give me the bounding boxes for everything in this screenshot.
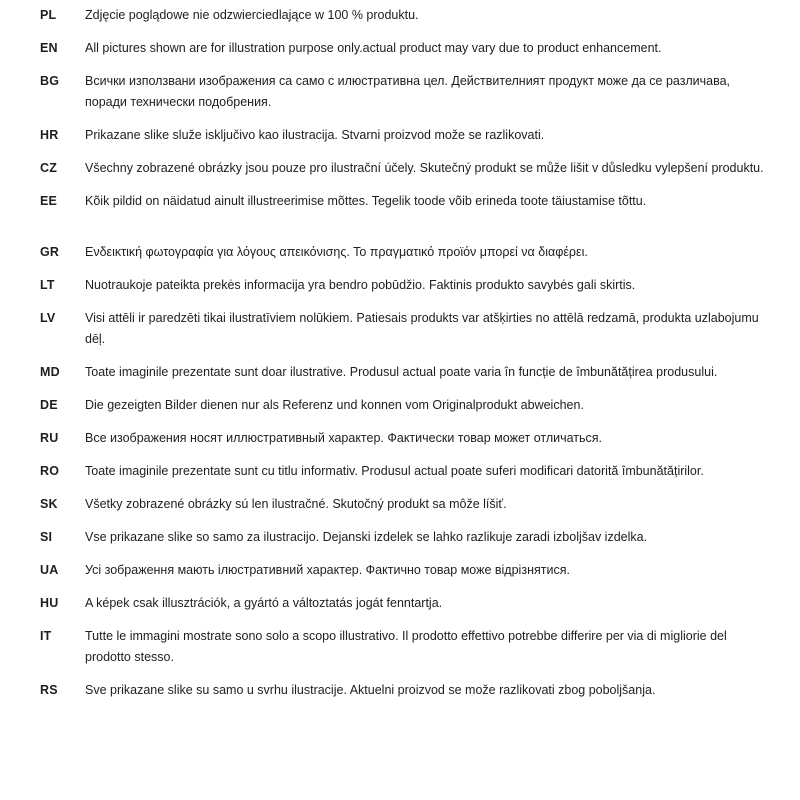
disclaimer-row bbox=[40, 428, 770, 449]
disclaimer-text: All pictures shown are for illustration purpose only.actual product may vary due to product enhancement. bbox=[85, 41, 662, 55]
disclaimer-text: Tutte le immagini mostrate sono solo a scopo illustrativo. Il prodotto effettivo potrebbe differire per via di migliorie del prodotto stesso. bbox=[85, 629, 727, 664]
disclaimer-list bbox=[40, 5, 770, 701]
disclaimer-text: Prikazane slike služe isključivo kao ilustracija. Stvarni proizvod može se razlikovati. bbox=[85, 128, 545, 142]
language-code: GR bbox=[40, 245, 60, 259]
disclaimer-row bbox=[40, 560, 770, 581]
disclaimer-text: Усі зображення мають ілюстративний характер. Фактично товар може відрізнятися. bbox=[85, 563, 570, 577]
disclaimer-text: Zdjęcie poglądowe nie odzwierciedlające w 100 % produktu. bbox=[85, 8, 419, 22]
disclaimer-row bbox=[40, 71, 770, 113]
language-code: IT bbox=[40, 629, 52, 643]
disclaimer-row bbox=[40, 158, 770, 179]
disclaimer-row bbox=[40, 125, 770, 146]
disclaimer-text: Toate imaginile prezentate sunt cu titlu informativ. Produsul actual poate suferi modificari datorită îmbunătățirilor. bbox=[85, 464, 704, 478]
disclaimer-text: Всички използвани изображения са само с илюстративна цел. Действителният продукт може да се различава, поради технически подобрения. bbox=[85, 74, 730, 109]
language-code: LT bbox=[40, 278, 55, 292]
language-code: DE bbox=[40, 398, 58, 412]
disclaimer-text: Ενδεικτική φωτογραφία για λόγους απεικόνισης. Το πραγματικό προϊόν μπορεί να διαφέρει. bbox=[85, 245, 588, 259]
disclaimer-text: Die gezeigten Bilder dienen nur als Referenz und konnen vom Originalprodukt abweichen. bbox=[85, 398, 584, 412]
disclaimer-row bbox=[40, 395, 770, 416]
disclaimer-row bbox=[40, 5, 770, 26]
disclaimer-row bbox=[40, 494, 770, 515]
disclaimer-text: Nuotraukoje pateikta prekės informacija yra bendro pobūdžio. Faktinis produkto savybės gali skirtis. bbox=[85, 278, 636, 292]
disclaimer-row bbox=[40, 626, 770, 668]
language-code: BG bbox=[40, 74, 60, 88]
disclaimer-text: Sve prikazane slike su samo u svrhu ilustracije. Aktuelni proizvod se može razlikovati zbog poboljšanja. bbox=[85, 683, 656, 697]
language-code: HU bbox=[40, 596, 59, 610]
disclaimer-row bbox=[40, 362, 770, 383]
language-code: RS bbox=[40, 683, 58, 697]
disclaimer-text: Všetky zobrazené obrázky sú len ilustračné. Skutočný produkt sa môže líšiť. bbox=[85, 497, 507, 511]
disclaimer-text: Kõik pildid on näidatud ainult illustreerimise mõttes. Tegelik toode võib erineda toote täiustamise tõttu. bbox=[85, 194, 647, 208]
disclaimer-text: A képek csak illusztrációk, a gyártó a változtatás jogát fenntartja. bbox=[85, 596, 443, 610]
language-code: MD bbox=[40, 365, 60, 379]
disclaimer-text: Toate imaginile prezentate sunt doar ilustrative. Produsul actual poate varia în funcție de îmbunătățirea produsului. bbox=[85, 365, 718, 379]
language-code: EE bbox=[40, 194, 58, 208]
language-code: RU bbox=[40, 431, 59, 445]
language-code: LV bbox=[40, 311, 56, 325]
language-code: RO bbox=[40, 464, 60, 478]
disclaimer-text: Všechny zobrazené obrázky jsou pouze pro ilustrační účely. Skutečný produkt se může lišit v důsledku vylepšení produktu. bbox=[85, 161, 764, 175]
disclaimer-row bbox=[40, 242, 770, 263]
disclaimer-text: Visi attēli ir paredzēti tikai ilustratīviem nolūkiem. Patiesais produkts var atšķirties no attēlā redzamā, produkta uzlabojumu dēļ. bbox=[85, 311, 759, 346]
disclaimer-row bbox=[40, 680, 770, 701]
language-code: CZ bbox=[40, 161, 58, 175]
disclaimer-row bbox=[40, 38, 770, 59]
language-code: UA bbox=[40, 563, 59, 577]
disclaimer-text: Все изображения носят иллюстративный характер. Фактически товар может отличаться. bbox=[85, 431, 603, 445]
language-code: EN bbox=[40, 41, 58, 55]
disclaimer-row bbox=[40, 308, 770, 350]
disclaimer-row bbox=[40, 527, 770, 548]
disclaimer-row bbox=[40, 593, 770, 614]
language-code: SI bbox=[40, 530, 53, 544]
disclaimer-row bbox=[40, 461, 770, 482]
language-code: PL bbox=[40, 8, 57, 22]
disclaimer-text: Vse prikazane slike so samo za ilustracijo. Dejanski izdelek se lahko razlikuje zaradi izboljšav izdelka. bbox=[85, 530, 648, 544]
disclaimer-row bbox=[40, 191, 770, 212]
language-code: SK bbox=[40, 497, 58, 511]
language-code: HR bbox=[40, 128, 59, 142]
disclaimer-row bbox=[40, 275, 770, 296]
